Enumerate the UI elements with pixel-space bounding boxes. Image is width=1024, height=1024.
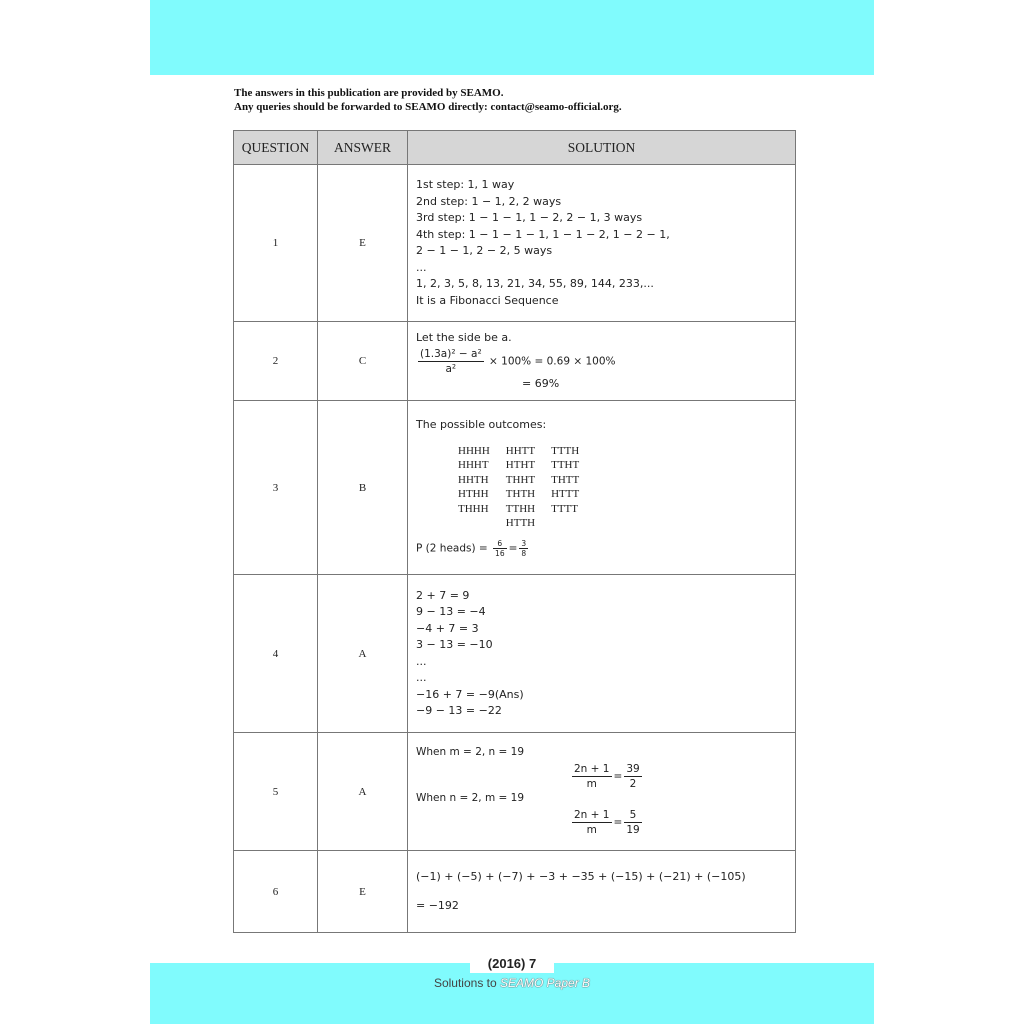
outcome: THHH [458,502,489,515]
page-number: (2016) 7 [470,955,554,973]
solution-line: −9 − 13 = −22 [416,704,502,717]
header-answer: ANSWER [318,131,408,165]
fraction [624,762,641,791]
outcome: HTTH [505,517,536,530]
table-row [234,851,796,933]
equation-result: = 69% [522,376,560,390]
table-row [234,401,796,575]
top-color-band [150,0,874,75]
solution-cell [408,401,796,575]
solution-line: 3 − 13 = −10 [416,638,493,651]
solution-line: 3rd step: 1 − 1 − 1, 1 − 2, 2 − 1, 3 ways [416,211,643,224]
solution-block [416,734,789,850]
solution-line: 2 − 1 − 1, 2 − 2, 5 ways [416,244,553,257]
publication-note [234,86,622,114]
answer-letter: E [318,165,408,322]
solution-intro: Let the side be a. [416,331,512,344]
table-row [234,165,796,322]
outcome: TTHT [551,459,580,472]
probability-line: P (2 heads) = $\frac{6}{16}$ = $\frac{3}{8}$ [416,538,527,558]
condition-line: When n = 2, m = 19 [416,791,525,804]
fraction [418,347,484,376]
footer-title [0,976,1024,990]
outcome: THHT [505,473,536,486]
outcome: HTHT [505,459,536,472]
solution-cell [408,575,796,733]
fraction-denominator: m [586,777,597,790]
outcome-column [458,444,490,531]
solution-line: 4th step: 1 − 1 − 1 − 1, 1 − 1 − 2, 1 − 2 − 1, [416,227,670,241]
table-row [234,575,796,733]
fraction [572,762,612,791]
solution-line: (−1) + (−5) + (−7) + −3 + −35 + (−15) + (−21) + (−105) [416,870,746,883]
outcome: HHTT [505,444,536,457]
fraction-numerator: 2n + 1 [574,808,610,821]
condition-line: When m = 2, n = 19 [416,745,525,758]
solution-cell [408,165,796,322]
answer-letter: B [318,401,408,575]
solution-line: = −192 [416,898,459,912]
fraction-numerator: 2n + 1 [574,762,610,775]
outcome: THTH [505,488,536,501]
solution-line: ... [416,654,427,668]
solution-cell [408,733,796,851]
outcomes-grid [458,444,789,531]
fraction-numerator: 39 [626,762,640,775]
outcome: TTTT [551,502,578,515]
question-number: 1 [234,165,318,322]
fraction-denominator: 16 [495,548,505,558]
fraction-denominator: 2 [629,777,637,790]
fraction-numerator: 3 [521,538,527,548]
question-number: 2 [234,322,318,401]
equation-rhs: × 100% = 0.69 × 100% [489,355,616,367]
solution-intro: The possible outcomes: [416,418,547,432]
solutions-table [233,130,796,933]
outcome: HHTH [458,473,489,486]
header-solution: SOLUTION [408,131,796,165]
question-number: 4 [234,575,318,733]
fraction-numerator: 5 [624,808,641,823]
equation: $\frac{2n + 1}{m}$ = $\frac{39}{2}$ [574,762,640,790]
outcome: TTTH [551,444,580,457]
header-question: QUESTION [234,131,318,165]
outcome: TTHH [505,502,536,515]
fraction-denominator: m [586,823,597,836]
solution-line: It is a Fibonacci Sequence [416,293,559,307]
answer-letter: E [318,851,408,933]
fraction-denominator: a² [445,362,457,375]
fraction-numerator: 6 [493,539,507,549]
fraction [519,539,528,558]
answer-letter: A [318,575,408,733]
answer-letter: C [318,322,408,401]
note-line-1: The answers in this publication are provided by SEAMO. [234,87,504,99]
solution-line: −4 + 7 = 3 [416,621,479,635]
outcome: HTHH [458,488,489,501]
outcome: HHHT [458,459,489,472]
solution-line: ... [416,671,427,684]
equation: $\frac{2n + 1}{m}$ = $\frac{5}{19}$ [574,808,640,836]
fraction-denominator: 19 [626,823,640,836]
solution-line: 1, 2, 3, 5, 8, 13, 21, 34, 55, 89, 144, 233,... [416,277,654,290]
table-header-row [234,131,796,165]
fraction [624,808,641,837]
outcome: HTTT [551,488,580,501]
table-row [234,733,796,851]
fraction-denominator: 8 [521,548,527,558]
footer-title-highlight: SEAMO Paper B [500,976,591,990]
solution-cell [408,851,796,933]
solution-cell [408,322,796,401]
probability-label: P (2 heads) = [416,542,488,555]
note-line-2: Any queries should be forwarded to SEAMO directly: contact@seamo-official.org. [234,101,622,113]
outcome-column [551,444,579,531]
question-number: 5 [234,733,318,851]
solution-line: ... [416,260,427,274]
solution-line: 9 − 13 = −4 [416,605,486,618]
question-number: 3 [234,401,318,575]
fraction-numerator: (1.3a)² − a² [420,347,482,360]
solution-line: 2 + 7 = 9 [416,588,470,602]
outcome: THTT [551,473,580,486]
solution-line: −16 + 7 = −9(Ans) [416,687,524,701]
question-number: 6 [234,851,318,933]
solution-line: 2nd step: 1 − 1, 2, 2 ways [416,194,562,208]
outcome: HHHH [458,444,490,457]
solution-line: 1st step: 1, 1 way [416,178,515,191]
table-row [234,322,796,401]
answer-letter: A [318,733,408,851]
fraction [572,808,612,837]
footer-title-prefix: Solutions to [433,976,500,990]
outcome-column [506,444,535,531]
fraction [493,539,507,558]
